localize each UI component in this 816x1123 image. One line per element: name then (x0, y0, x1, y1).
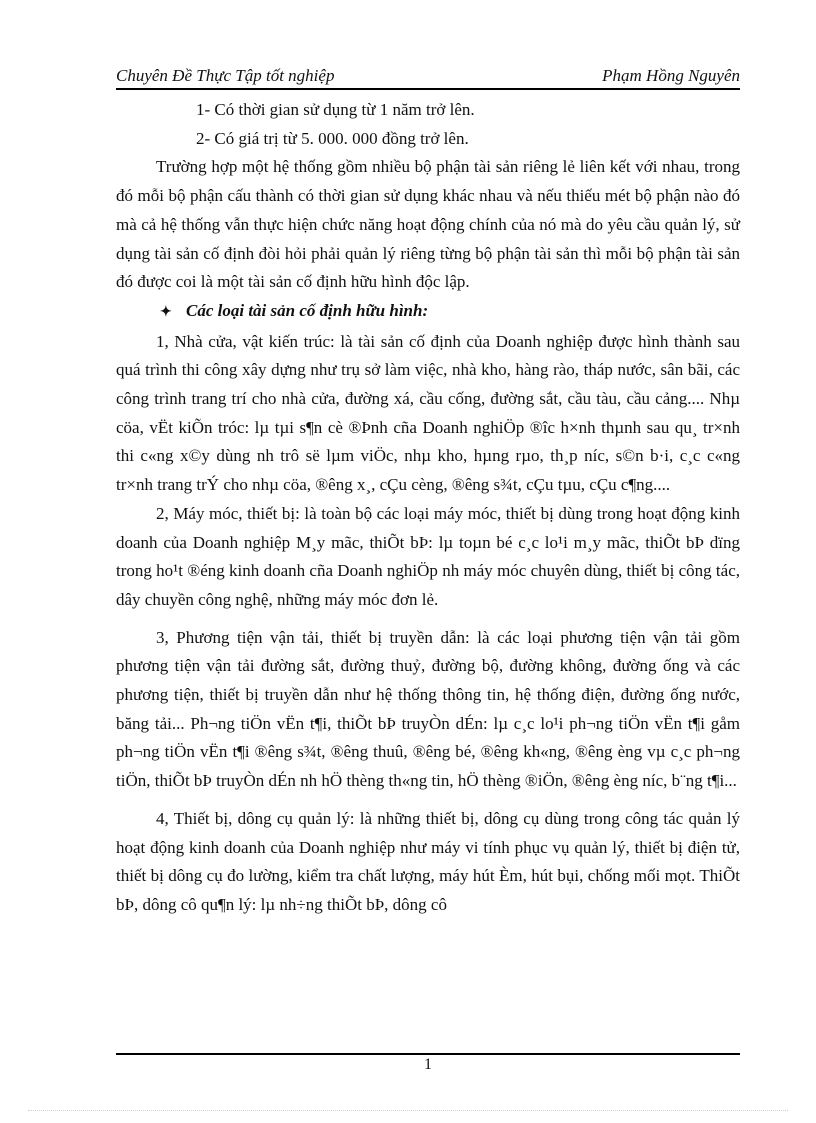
page-body (116, 96, 740, 920)
paragraph-management-tools: 4, Thiết bị, dông cụ quản lý: là những thiết bị, dông cụ dùng trong công tác quản lý hoạt động kinh doanh của Doanh nghiệp như máy vi tính phục vụ quản lý, thiết bị điện tử, thiết bị dông cụ đo lường, kiểm tra chất lượng, máy hút Èm, hút bụi, chống mối mọt. ThiÕt bÞ, dông cô qu¶n lý: lµ nh÷ng thiÕt bÞ, dông cô (116, 808, 740, 914)
paragraph-buildings: 1, Nhà cửa, vật kiến trúc: là tài sản cố định của Doanh nghiệp được hình thành sau quá trình thi công xây dựng như trụ sở làm việc, nhà kho, hàng rào, tháp nước, sân bãi, các công trình trang trí cho nhà cửa, đường xá, cầu cống, đường sắt, cầu tàu, cầu cảng.... Nhµ cöa, vËt kiÕn tróc: lµ tµi s¶n cè ®Þnh cña Doanh nghiÖp ®îc h×nh thµnh sau qu¸ tr×nh thi c«ng x©y dùng nh trô së lµm viÖc, nhµ kho, hµng rµo, th¸p níc, s©n b·i, c¸c c«ng tr×nh trang trÝ cho nhµ cöa, ®êng x¸, cÇu cèng, ®êng s¾t, cÇu tµu, cÇu c¶ng.... (116, 331, 740, 495)
star-bullet-icon: ✦ (160, 304, 172, 320)
footer-divider (116, 1053, 740, 1055)
header-author-name: Phạm Hồng Nguyên (602, 66, 740, 85)
criterion-2: 2- Có giá trị từ 5. 000. 000 đồng trở lên. (196, 128, 469, 148)
page-header (116, 64, 740, 90)
paragraph-system-assets: Trường hợp một hệ thống gồm nhiều bộ phận tài sản riêng lẻ liên kết với nhau, trong đó mỗi bộ phận cấu thành có thời gian sử dụng khác nhau và nếu thiếu mét bộ phận nào đó mà cả hệ thống vẫn thực hiện chức năng hoạt động chính của nó mà do yêu cầu quản lý, sử dụng tài sản cố định đòi hỏi phải quản lý riêng từng bộ phận tài sản thì mỗi bộ phận tài sản đó được coi là một tài sản cố định hữu hình độc lập. (116, 157, 740, 292)
criterion-1: 1- Có thời gian sử dụng từ 1 năm trở lên. (196, 100, 475, 119)
page-bottom-divider (28, 1110, 788, 1111)
page-number: 1 (424, 1056, 432, 1073)
section-heading-text: Các loại tài sản cố định hữu hình: (186, 300, 429, 320)
section-heading (116, 297, 740, 328)
paragraph-machinery: 2, Máy móc, thiết bị: là toàn bộ các loại máy móc, thiết bị dùng trong hoạt động kinh doanh của Doanh nghiệp M¸y mãc, thiÕt bÞ: lµ toµn bé c¸c lo¹i m¸y mãc, thiÕt bÞ dïng trong ho¹t ®éng kinh doanh cña Doanh nghiÖp nh máy móc chuyên dùng, thiết bị công tác, dây chuyền công nghệ, những máy móc đơn lẻ. (116, 503, 740, 609)
header-document-title: Chuyên Đề Thực Tập tốt nghiệp (116, 66, 335, 85)
paragraph-transport: 3, Phương tiện vận tải, thiết bị truyền dẫn: là các loại phương tiện vận tải gồm phương tiện vận tải đường sắt, đường thuỷ, đường bộ, đường không, đường ống và các phương tiện, thiết bị truyền dẫn như hệ thống thông tin, hệ thống điện, đường ống nước, băng tải... Ph¬ng tiÖn vËn t¶i, thiÕt bÞ truyÒn dÉn: lµ c¸c lo¹i ph¬ng tiÖn vËn t¶i gåm ph¬ng tiÖn vËn t¶i ®êng s¾t, ®êng thuû, ®êng bé, ®êng kh«ng, ®êng èng vµ c¸c ph¬ng tiÖn, thiÕt bÞ truyÒn dÉn nh hÖ thèng th«ng tin, hÖ thèng ®iÖn, ®êng èng níc, b¨ng t¶i... (116, 627, 740, 791)
